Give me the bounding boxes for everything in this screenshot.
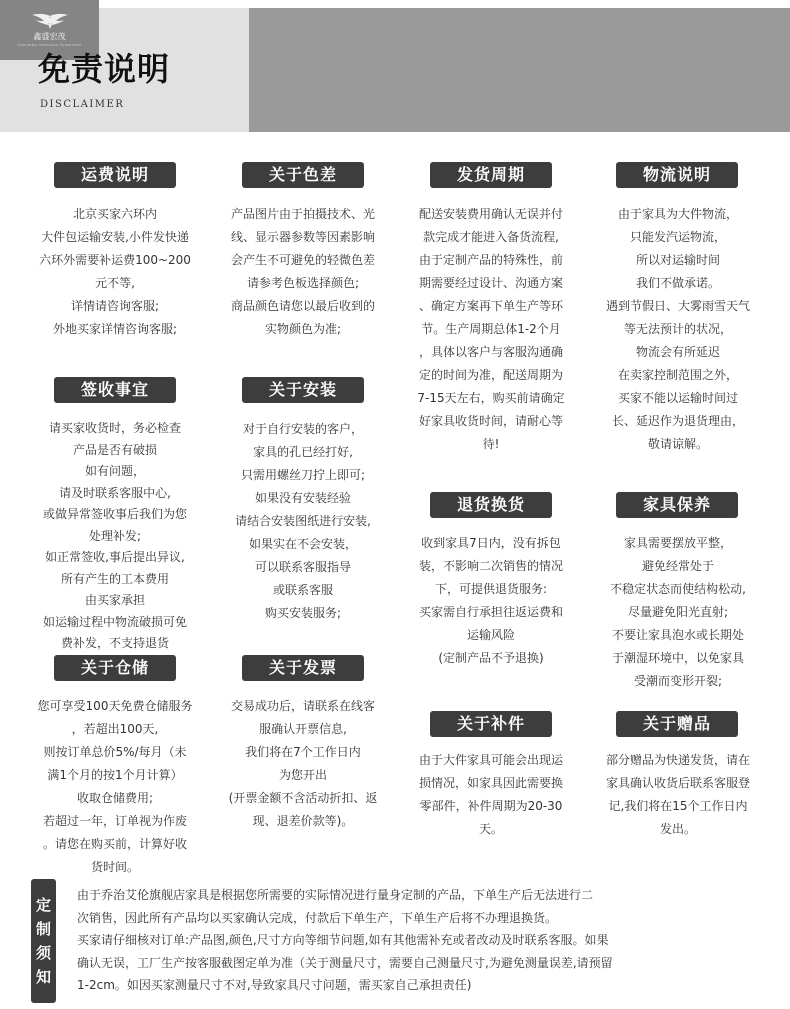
section-signing: [10, 418, 220, 655]
text-line: 如果实在不会安装，: [248, 537, 357, 551]
text-line: 六环外需要补运费100~200: [39, 253, 191, 267]
text-line: 只需用螺丝刀拧上即可;: [240, 468, 366, 482]
text-line: 收到家具7日内，没有拆包: [421, 536, 561, 550]
logo-name: 鑫盛宏茂: [33, 32, 66, 41]
text-line: 零部件，补件周期为20-30: [419, 799, 563, 813]
section-badge-gifts: 关于赠品: [616, 711, 738, 737]
text-line: 购买安装服务;: [264, 606, 342, 620]
text-line: 。请您在购买前，计算好收: [42, 837, 187, 851]
text-line: 货时间。: [90, 860, 139, 874]
section-badge-invoice: 关于发票: [242, 655, 364, 681]
text-line: 现、退差价款等)。: [252, 814, 354, 828]
text-line: 您可享受100天免费仓储服务: [37, 699, 193, 713]
section-maintenance: [578, 532, 778, 693]
text-line: 部分赠品为快递发货，请在: [605, 753, 750, 767]
text-line: 为您开出: [278, 768, 327, 782]
text-line: 次销售，因此所有产品均以买家确认完成，付款后下单生产，下单生产后将不办理退换货。: [77, 910, 558, 925]
section-gifts: [578, 749, 778, 841]
text-line: 线、显示器参数等因素影响: [230, 230, 375, 244]
section-delivery-cycle: [386, 203, 596, 456]
text-line: 满1个月的按1个月计算）: [47, 768, 183, 782]
text-line: 所有产生的工本费用: [60, 571, 169, 586]
text-line: 处理补发;: [88, 528, 142, 543]
section-invoice: [198, 695, 408, 833]
text-line: 家具确认收货后联系客服登: [605, 776, 750, 790]
text-line: 若超过一年，订单视为作废: [42, 814, 187, 828]
section-badge-installation: 关于安装: [242, 377, 364, 403]
text-line: 装，不影响二次销售的情况: [418, 559, 563, 573]
section-badge-returns: 退货换货: [430, 492, 552, 518]
text-line: 不稳定状态而使结构松动,: [610, 582, 746, 596]
section-color-difference: [198, 203, 408, 341]
text-line: 于潮湿环境中，以免家具: [611, 651, 744, 665]
notice-tab-char: 制: [35, 920, 51, 938]
text-line: 请参考色板选择颜色;: [246, 276, 360, 290]
text-line: 我们不做承诺。: [635, 276, 720, 290]
text-line: 物流会有所延迟: [635, 345, 720, 359]
section-badge-maintenance: 家具保养: [616, 492, 738, 518]
text-line: 由于家具为大件物流，: [617, 207, 738, 221]
notice-tab-char: 知: [35, 968, 51, 986]
text-line: 如正常签收,事后提出异议,: [45, 550, 185, 564]
text-line: 待!: [482, 437, 500, 451]
text-line: 家具的孔已经打好,: [253, 445, 353, 459]
wings-logo-icon: [31, 12, 69, 30]
page-subtitle: DISCLAIMER: [40, 99, 125, 110]
text-line: 由于大件家具可能会出现运: [418, 753, 563, 767]
text-line: 、确定方案再下单生产等环: [418, 299, 563, 313]
text-line: 产品是否有破损: [72, 442, 157, 457]
text-line: 实物颜色为准;: [264, 322, 342, 336]
section-badge-delivery-cycle: 发货周期: [430, 162, 552, 188]
text-line: 买家需自行承担往返运费和: [418, 605, 563, 619]
text-line: 我们将在7个工作日内: [245, 745, 361, 759]
text-line: 对于自行安装的客户，: [242, 422, 363, 436]
section-installation: [198, 418, 408, 625]
text-line: 买家请仔细核对订单:产品图,颜色,尺寸方向等细节问题,如有其他需补充或者改动及时联系客服。如果: [77, 933, 609, 947]
text-line: 请结合安装图纸进行安装,: [235, 514, 371, 528]
header-panel-dark: [249, 8, 790, 132]
text-line: 由于乔治艾伦旗舰店家具是根据您所需要的实际情况进行量身定制的产品，下单生产后无法进行二: [77, 888, 594, 902]
text-line: 受潮而变形开裂;: [633, 674, 723, 688]
section-badge-shipping-fee: 运费说明: [54, 162, 176, 188]
section-replacement-parts: [386, 749, 596, 841]
text-line: 交易成功后，请联系在线客: [230, 699, 375, 713]
text-line: 由买家承担: [84, 593, 145, 607]
notice-tab-char: 定: [35, 896, 51, 914]
text-line: 1-2cm。如因买家测量尺寸不对,导致家具尺寸问题，需买家自己承担责任): [77, 978, 472, 992]
text-line: 会产生不可避免的轻微色差: [230, 253, 375, 267]
text-line: 确认无误，工厂生产按客服截图定单为准（关于测量尺寸，需要自己测量尺寸,为避免测量误差,请预留: [77, 955, 613, 970]
page-title: 免责说明: [38, 50, 171, 88]
text-line: 只能发汽运物流，: [629, 230, 726, 244]
text-line: 敬请谅解。: [647, 437, 708, 451]
text-line: 下，可提供退货服务:: [434, 582, 548, 596]
text-line: 发出。: [659, 822, 696, 836]
text-line: 北京买家六环内: [72, 207, 157, 221]
notice-tab-char: 须: [35, 944, 51, 962]
text-line: 款完成才能进入备货流程,: [423, 230, 559, 244]
custom-notice-tab: [31, 879, 56, 1003]
text-line: 损情况，如家具因此需要换: [418, 776, 563, 790]
text-line: 等无法预计的状况，: [623, 322, 732, 336]
custom-notice-text: [77, 884, 777, 997]
text-line: 好家具收货时间，请耐心等: [418, 414, 563, 428]
text-line: (定制产品不予退换): [438, 651, 544, 665]
text-line: 请及时联系客服中心,: [59, 485, 171, 500]
text-line: 如果没有安装经验: [254, 491, 351, 505]
text-line: 由于定制产品的特殊性，前: [418, 253, 563, 267]
text-line: 收取仓储费用;: [76, 791, 154, 805]
text-line: 家具需要摆放平整，: [623, 536, 732, 550]
section-logistics: [578, 203, 778, 456]
text-line: 尽量避免阳光直射;: [627, 605, 729, 619]
text-line: 大件包运输安装,小件发快递: [41, 230, 189, 244]
section-badge-color-difference: 关于色差: [242, 162, 364, 188]
text-line: (开票金额不含活动折扣、返: [228, 791, 378, 805]
text-line: 定的时间为准，配送周期为: [418, 368, 563, 382]
text-line: 不要让家具泡水或长期处: [611, 628, 744, 642]
section-badge-replacement-parts: 关于补件: [430, 711, 552, 737]
section-returns: [386, 532, 596, 670]
text-line: 服确认开票信息,: [259, 722, 347, 736]
text-line: 运输风险: [466, 628, 515, 642]
text-line: 请买家收货时，务必检查: [48, 421, 181, 435]
text-line: 记,我们将在15个工作日内: [608, 799, 748, 813]
section-badge-storage: 关于仓储: [54, 655, 176, 681]
text-line: 7-15天左右，购买前请确定: [417, 391, 565, 405]
text-line: 或做异常签收事后我们为您: [42, 507, 187, 521]
text-line: 如运输过程中物流破损可免: [42, 614, 187, 629]
text-line: 则按订单总价5%/每月（未: [43, 745, 187, 759]
text-line: 费补发，不支持退货: [60, 636, 169, 650]
text-line: 元不等,: [95, 276, 135, 290]
text-line: 或联系客服: [272, 583, 333, 597]
text-line: 所以对运输时间: [635, 253, 720, 267]
text-line: 遇到节假日、大雾雨雪天气: [605, 299, 750, 313]
text-line: 长、延迟作为退货理由，: [611, 414, 744, 428]
text-line: 配送安装费用确认无误并付: [418, 207, 563, 221]
text-line: 在卖家控制范围之外，: [617, 368, 738, 382]
text-line: 详情请咨询客服;: [70, 299, 160, 313]
logo-tagline: XINSHENG HONGMAO FURNITURE: [17, 43, 82, 47]
text-line: 期需要经过设计、沟通方案: [418, 276, 563, 290]
text-line: 天。: [478, 822, 503, 836]
text-line: 节。生产周期总体1-2个月: [421, 322, 561, 336]
section-badge-logistics: 物流说明: [616, 162, 738, 188]
section-storage: [10, 695, 220, 879]
text-line: ，具体以客户与客服沟通确: [418, 345, 563, 359]
text-line: 买家不能以运输时间过: [617, 391, 738, 405]
text-line: 商品颜色请您以最后收到的: [230, 299, 375, 313]
section-badge-signing: 签收事宜: [54, 377, 176, 403]
text-line: 产品图片由于拍摄技术、光: [230, 207, 375, 221]
text-line: 避免经常处于: [641, 559, 714, 573]
text-line: 可以联系客服指导: [254, 560, 351, 574]
text-line: 如有问题，: [84, 464, 145, 478]
text-line: 外地买家详情咨询客服;: [52, 322, 178, 336]
section-shipping-fee: [10, 203, 220, 341]
text-line: ，若超出100天,: [71, 722, 159, 736]
